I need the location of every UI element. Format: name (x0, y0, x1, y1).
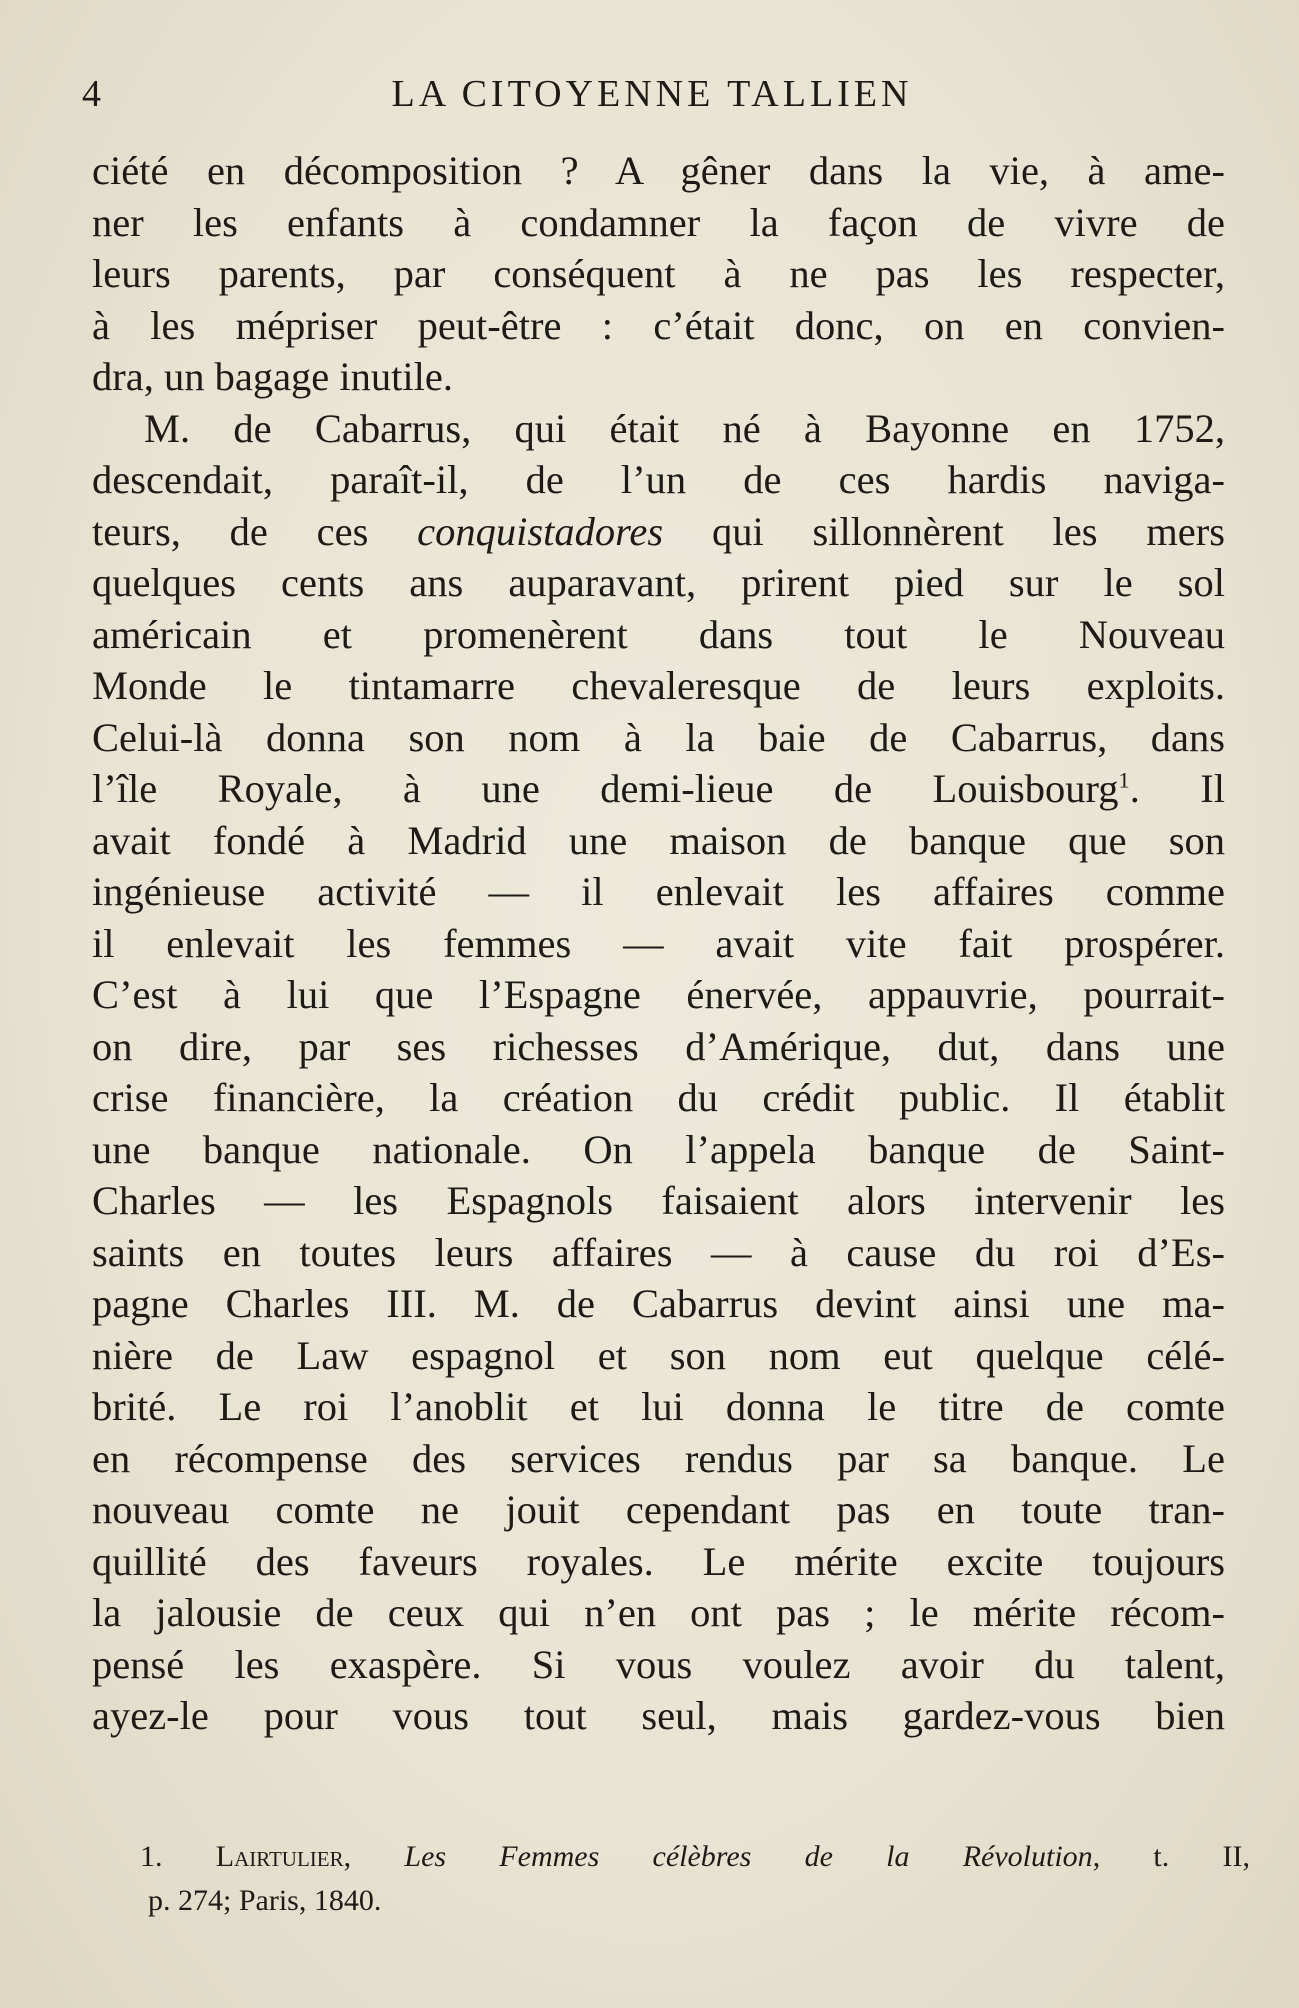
footnote-line: 1. Lairtulier, Les Femmes célèbres de la Révolution, t. II, (140, 1840, 1250, 1873)
text-line: Celui-là donna son nom à la baie de Cabarrus, dans (92, 714, 1225, 760)
text-line: quelques cents ans auparavant, prirent pied sur le sol (92, 560, 1225, 605)
text-line: leurs parents, par conséquent à ne pas les respecter, (92, 251, 1225, 296)
body-text (92, 145, 1225, 1742)
text-line: en récompense des services rendus par sa banque. Le (92, 1435, 1225, 1481)
text-span: l’île Royale, à une demi-lieue de Louisbourg (92, 766, 1119, 811)
text-span: . Il (1129, 766, 1225, 811)
text-line: descendait, paraît-il, de l’un de ces hardis naviga- (92, 457, 1225, 502)
footnote-author: Lairtulier (215, 1840, 344, 1873)
text-line: quillité des faveurs royales. Le mérite excite toujours (92, 1538, 1225, 1584)
text-line: il enlevait les femmes — avait vite fait prospérer. (92, 920, 1225, 966)
text-line: brité. Le roi l’anoblit et lui donna le titre de comte (92, 1384, 1225, 1429)
text-line: ayez-le pour vous tout seul, mais gardez-vous bien (92, 1693, 1225, 1738)
text-line: saints en toutes leurs affaires — à cause du roi d’Es- (92, 1229, 1225, 1275)
text-line: ingénieuse activité — il enlevait les affaires comme (92, 869, 1225, 914)
running-title: LA CITOYENNE TALLIEN (391, 73, 913, 115)
text-line: nière de Law espagnol et son nom eut quelque célé- (92, 1332, 1225, 1378)
footnote (140, 1835, 1250, 1923)
footnote-title: Les Femmes célèbres de la Révolution (404, 1840, 1093, 1873)
italic-term: conquistadores (417, 508, 664, 554)
text-line: une banque nationale. On l’appela banque de Saint- (92, 1126, 1225, 1172)
footnote-marker: 1 (1118, 767, 1130, 793)
footnote-line: p. 274; Paris, 1840. (148, 1884, 382, 1917)
text-line: la jalousie de ceux qui n’en ont pas ; le mérite récom- (92, 1590, 1225, 1635)
text-line: Monde le tintamarre chevaleresque de leurs exploits. (92, 663, 1225, 708)
text-line: américain et promenèrent dans tout le Nouveau (92, 611, 1225, 657)
text-line: pagne Charles III. M. de Cabarrus devint ainsi une ma- (92, 1281, 1225, 1326)
page-number: 4 (82, 73, 103, 115)
text-line: M. de Cabarrus, qui était né à Bayonne en 1752, (144, 405, 1225, 451)
text-span: teurs, de ces (92, 508, 369, 554)
text-line (92, 506, 1225, 558)
text-line: C’est à lui que l’Espagne énervée, appauvrie, pourrait- (92, 972, 1225, 1017)
text-line: dra, un bagage inutile. (92, 354, 453, 399)
text-line: avait fondé à Madrid une maison de banque que son (92, 817, 1225, 863)
text-line: ciété en décomposition ? A gêner dans la vie, à ame- (92, 148, 1225, 193)
text-line: crise financière, la création du crédit public. Il établit (92, 1075, 1225, 1120)
text-line (92, 763, 1225, 815)
text-line: pensé les exaspère. Si vous voulez avoir du talent, (92, 1641, 1225, 1687)
footnote-number: 1. (140, 1840, 163, 1873)
text-line: nouveau comte ne jouit cependant pas en toute tran- (92, 1487, 1225, 1532)
text-span: qui sillonnèrent les mers (711, 508, 1226, 554)
text-line: à les mépriser peut-être : c’était donc, on en convien- (92, 302, 1225, 348)
text-line: ner les enfants à condamner la façon de vivre de (92, 199, 1225, 245)
page-header (82, 72, 1222, 122)
text-line: Charles — les Espagnols faisaient alors intervenir les (92, 1178, 1225, 1223)
text-line: on dire, par ses richesses d’Amérique, dut, dans une (92, 1023, 1225, 1069)
footnote-volume: , t. II, (1092, 1840, 1250, 1873)
